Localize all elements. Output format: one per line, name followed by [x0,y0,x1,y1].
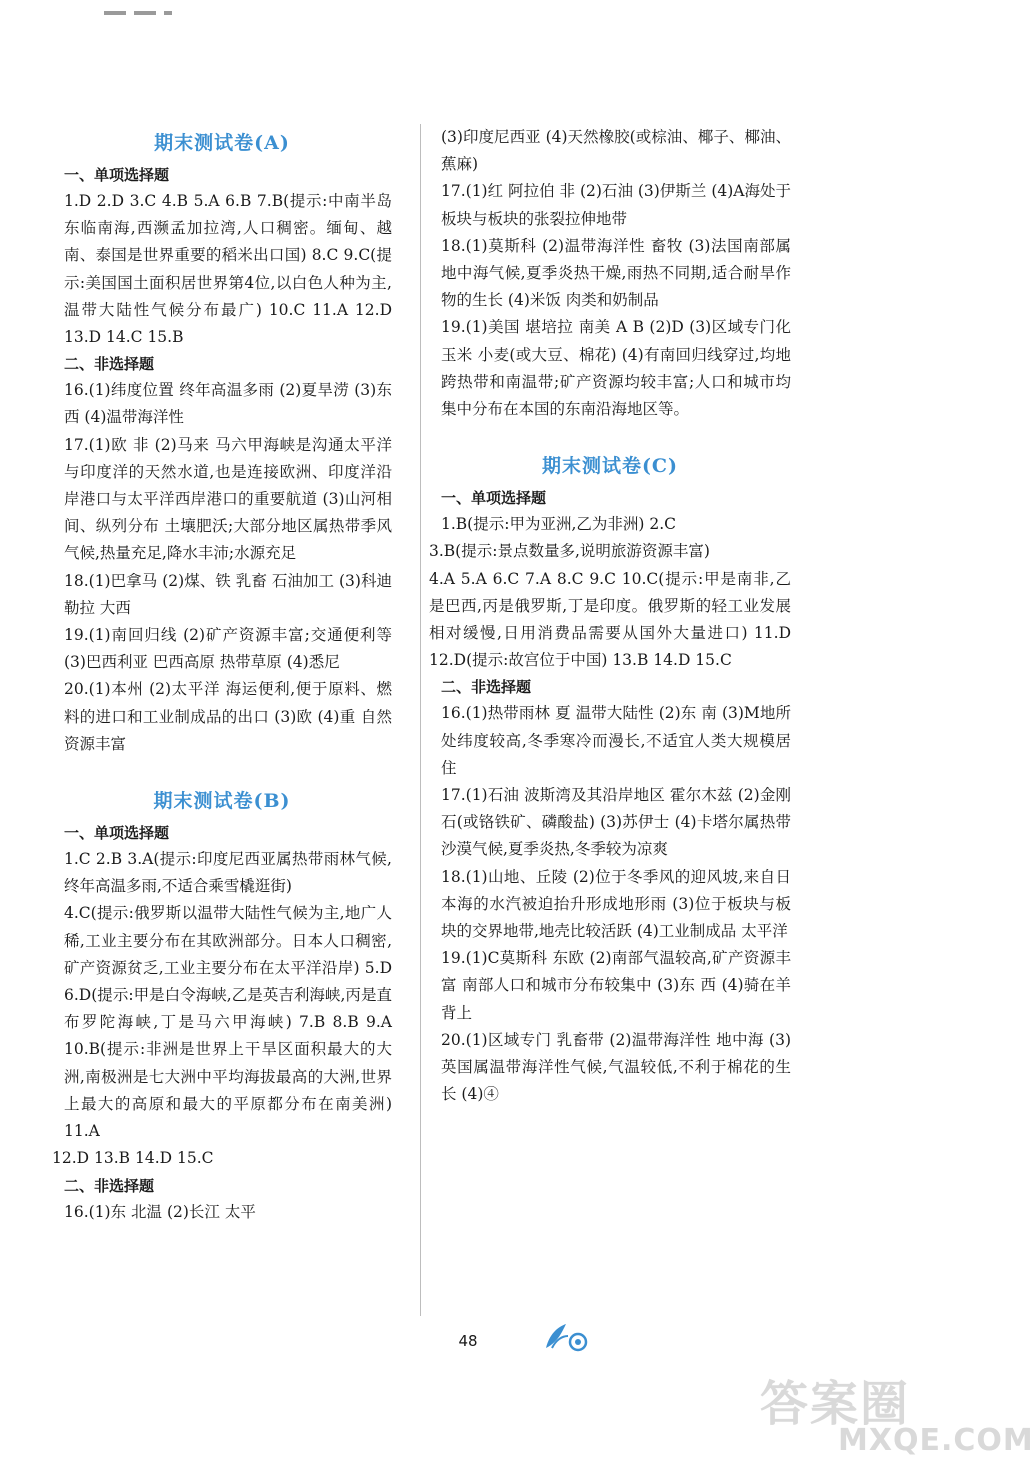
exam-a-title: 期末测试卷(A) [154,132,290,154]
exam-a-q18: 18.(1)巴拿马 (2)煤、铁 乳畜 石油加工 (3)科迪勒拉 大西 [64,571,392,617]
exam-b-choice-answers-2: 4.C(提示:俄罗斯以温带大陆性气候为主,地广人稀,工业主要分布在其欧洲部分。日本人口稠密,矿产资源贫乏,工业主要分布在太平洋沿岸) 5.D 6.D(提示:甲是白令海峡,乙是英吉利海峡,丙是直布罗陀海峡,丁是马六甲海峡) 7.B 8.B 9.A 10.B(提示:非洲是世界上干旱区面积最大的大洲,南极洲是七大洲中平均海拔最高的大洲,世界上最大的高原和最大的平原都分布在南美洲) 11.A [64,904,392,1141]
exam-c-title: 期末测试卷(C) [541,455,679,478]
exam-b-section-nonchoice: 二、非选择题 [64,1176,155,1195]
exam-b-q18: 18.(1)莫斯科 (2)温带海洋性 畜牧 (3)法国南部属地中海气候,夏季炎热干燥,雨热不同期,适合耐旱作物的生长 (4)米饭 肉类和奶制品 [441,236,791,310]
exam-c-q18: 18.(1)山地、丘陵 (2)位于冬季风的迎风坡,来自日本海的水汽被迫抬升形成地形雨 (3)位于板块与板块的交界地带,地壳比较活跃 (4)工业制成品 太平洋 [441,867,791,941]
exam-c-q17: 17.(1)石油 波斯湾及其沿岸地区 霍尔木兹 (2)金刚石(或铬铁矿、磷酸盐) (3)苏伊士 (4)卡塔尔属热带沙漠气候,夏季炎热,冬季较为凉爽 [441,786,791,859]
exam-a-q16: 16.(1)纬度位置 终年高温多雨 (2)夏旱涝 (3)东西 (4)温带海洋性 [64,381,392,427]
exam-a-q19: 19.(1)南回归线 (2)矿产资源丰富;交通便利等 (3)巴西利亚 巴西高原 热带草原 (4)悉尼 [64,626,392,672]
watermark [760,1365,1034,1458]
exam-b-q19: 19.(1)美国 堪培拉 南美 A B (2)D (3)区域专门化 玉米 小麦(或大豆、棉花) (4)有南回归线穿过,均地跨热带和南温带;矿产资源均较丰富;人口和城市均集中分布在本国的东南沿海地区等。 [441,318,791,419]
exam-c-choice-answers-2: 3.B(提示:景点数量多,说明旅游资源丰富) [429,542,710,561]
exam-b-section-choice: 一、单项选择题 [64,824,170,843]
exam-c-q19: 19.(1)C莫斯科 东欧 (2)南部气温较高,矿产资源丰富 南部人口和城市分布较集中 (3)东 西 (4)骑在羊背上 [441,949,791,1022]
exam-a-choice-answers: 1.D 2.D 3.C 4.B 5.A 6.B 7.B(提示:中南半岛东临南海,西濒孟加拉湾,人口稠密。缅甸、越南、泰国是世界重要的稻米出口国) 8.C 9.C(提示:美国国土面积居世界第4位,以白色人种为主,温带大陆性气候分布最广) 10.C 11.A 12.D 13.D 14.C 15.B [64,192,392,347]
right-column [420,124,791,1316]
exam-a-section-nonchoice: 二、非选择题 [64,355,155,374]
page-number [0,1332,1000,1350]
leaf-ornament-icon [542,1322,592,1352]
exam-c-q16: 16.(1)热带雨林 夏 温带大陆性 (2)东 南 (3)M地所处纬度较高,冬季寒冷而漫长,不适宜人类大规模居住 [441,704,791,777]
exam-a-section-choice: 一、单项选择题 [64,166,170,184]
exam-c-choice-answers-3: 4.A 5.A 6.C 7.A 8.C 9.C 10.C(提示:甲是南非,乙是巴西,丙是俄罗斯,丁是印度。俄罗斯的轻工业发展相对缓慢,日用消费品需要从国外大量进口) 11.D 12.D(提示:故宫位于中国) 13.B 14.D 15.C [429,569,791,670]
exam-c-choice-answers-1: 1.B(提示:甲为亚洲,乙为非洲) 2.C [441,515,676,534]
exam-a-q17: 17.(1)欧 非 (2)马来 马六甲海峡是沟通太平洋与印度洋的天然水道,也是连接欧洲、印度洋沿岸港口与太平洋西岸港口的重要航道 (3)山河相间、纵列分布 土壤肥沃;大部分地区属热带季风气候,热量充足,降水丰沛;水源充足 [64,435,392,563]
exam-b-q16-continued: (3)印度尼西亚 (4)天然橡胶(或棕油、椰子、椰油、蕉麻) [441,128,791,174]
left-column [52,128,392,1226]
exam-a-q20: 20.(1)本州 (2)太平洋 海运便利,便于原料、燃料的进口和工业制成品的出口 (3)欧 (4)重 自然资源丰富 [64,680,392,753]
exam-c-section-nonchoice: 二、非选择题 [441,678,532,697]
page-number-text: 48 [458,1332,478,1350]
watermark-sub: MXQE.COM [838,1423,1034,1458]
watermark-main: 答案圈 [760,1376,911,1432]
exam-b-choice-answers-3: 12.D 13.B 14.D 15.C [52,1149,214,1168]
top-edge-mark [104,0,214,6]
exam-b-q17: 17.(1)红 阿拉伯 非 (2)石油 (3)伊斯兰 (4)A海处于板块与板块的张裂拉伸地带 [441,182,791,228]
exam-b-choice-answers-1: 1.C 2.B 3.A(提示:印度尼西亚属热带雨林气候,终年高温多雨,不适合乘雪橇逛街) [64,850,392,896]
exam-b-q16: 16.(1)东 北温 (2)长江 太平 [64,1202,256,1221]
exam-c-section-choice: 一、单项选择题 [441,489,547,508]
exam-b-title: 期末测试卷(B) [153,790,291,813]
exam-c-q20: 20.(1)区域专门 乳畜带 (2)温带海洋性 地中海 (3)英国属温带海洋性气候,气温较低,不利于棉花的生长 (4)④ [441,1030,791,1104]
